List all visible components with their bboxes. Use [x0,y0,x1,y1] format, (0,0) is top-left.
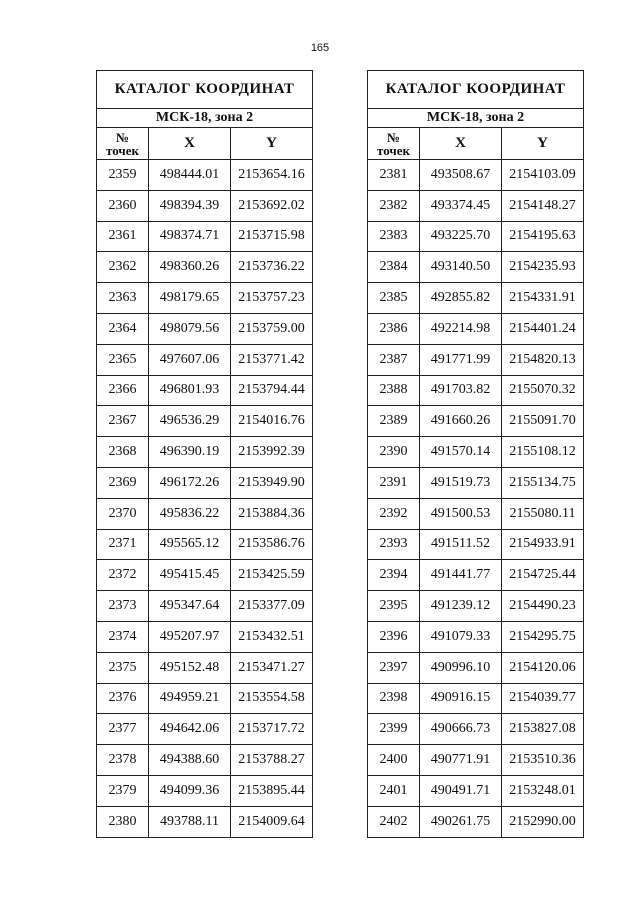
x-coordinate-cell: 490491.71 [420,775,502,806]
point-number-cell: 2390 [368,437,420,468]
point-number-cell: 2368 [97,437,149,468]
column-header-point-number [368,128,420,160]
point-number-cell: 2369 [97,467,149,498]
y-coordinate-cell: 2154016.76 [231,406,313,437]
y-coordinate-cell: 2154120.06 [502,652,584,683]
x-coordinate-cell: 496172.26 [149,467,231,498]
column-header-y: Y [502,128,584,160]
y-coordinate-cell: 2154933.91 [502,529,584,560]
table-row [368,560,584,591]
x-coordinate-cell: 498179.65 [149,283,231,314]
table-row [368,437,584,468]
table-row [368,498,584,529]
table-row [97,467,313,498]
y-coordinate-cell: 2154039.77 [502,683,584,714]
x-coordinate-cell: 490996.10 [420,652,502,683]
y-coordinate-cell: 2155070.32 [502,375,584,406]
x-coordinate-cell: 496536.29 [149,406,231,437]
point-number-cell: 2377 [97,714,149,745]
y-coordinate-cell: 2153554.58 [231,683,313,714]
point-number-cell: 2361 [97,221,149,252]
table-row [368,591,584,622]
x-coordinate-cell: 494099.36 [149,775,231,806]
point-number-cell: 2373 [97,591,149,622]
x-coordinate-cell: 495152.48 [149,652,231,683]
x-coordinate-cell: 491703.82 [420,375,502,406]
x-coordinate-cell: 495836.22 [149,498,231,529]
column-header-x: X [420,128,502,160]
point-number-label: точек [377,142,410,158]
table-title: КАТАЛОГ КООРДИНАТ [368,71,584,109]
y-coordinate-cell: 2153471.27 [231,652,313,683]
point-number-cell: 2370 [97,498,149,529]
table-row [368,344,584,375]
y-coordinate-cell: 2154725.44 [502,560,584,591]
point-number-cell: 2388 [368,375,420,406]
y-coordinate-cell: 2154148.27 [502,190,584,221]
point-number-cell: 2402 [368,806,420,837]
y-coordinate-cell: 2153377.09 [231,591,313,622]
x-coordinate-cell: 496801.93 [149,375,231,406]
y-coordinate-cell: 2153432.51 [231,621,313,652]
y-coordinate-cell: 2154103.09 [502,160,584,191]
point-number-cell: 2374 [97,621,149,652]
point-number-cell: 2372 [97,560,149,591]
table-row [97,406,313,437]
point-number-cell: 2364 [97,313,149,344]
y-coordinate-cell: 2153827.08 [502,714,584,745]
column-header-x: X [149,128,231,160]
x-coordinate-cell: 491771.99 [420,344,502,375]
table-subtitle: МСК-18, зона 2 [97,109,313,128]
column-header-y: Y [231,128,313,160]
y-coordinate-cell: 2154490.23 [502,591,584,622]
point-number-cell: 2381 [368,160,420,191]
point-number-symbol: № [115,129,130,145]
x-coordinate-cell: 497607.06 [149,344,231,375]
table-body [97,160,313,838]
x-coordinate-cell: 495207.97 [149,621,231,652]
point-number-cell: 2398 [368,683,420,714]
y-coordinate-cell: 2153895.44 [231,775,313,806]
point-number-cell: 2376 [97,683,149,714]
x-coordinate-cell: 491511.52 [420,529,502,560]
x-coordinate-cell: 496390.19 [149,437,231,468]
point-number-cell: 2365 [97,344,149,375]
y-coordinate-cell: 2154295.75 [502,621,584,652]
point-number-cell: 2383 [368,221,420,252]
table-row [368,406,584,437]
y-coordinate-cell: 2153949.90 [231,467,313,498]
y-coordinate-cell: 2153654.16 [231,160,313,191]
table-row [97,283,313,314]
x-coordinate-cell: 492214.98 [420,313,502,344]
point-number-cell: 2371 [97,529,149,560]
y-coordinate-cell: 2153788.27 [231,745,313,776]
coordinate-table-right [367,70,584,838]
point-number-cell: 2387 [368,344,420,375]
x-coordinate-cell: 491660.26 [420,406,502,437]
y-coordinate-cell: 2153717.72 [231,714,313,745]
y-coordinate-cell: 2154331.91 [502,283,584,314]
point-number-cell: 2397 [368,652,420,683]
x-coordinate-cell: 495347.64 [149,591,231,622]
x-coordinate-cell: 495415.45 [149,560,231,591]
x-coordinate-cell: 493788.11 [149,806,231,837]
x-coordinate-cell: 490261.75 [420,806,502,837]
y-coordinate-cell: 2153884.36 [231,498,313,529]
table-row [97,714,313,745]
y-coordinate-cell: 2153692.02 [231,190,313,221]
table-row [368,683,584,714]
x-coordinate-cell: 493140.50 [420,252,502,283]
point-number-cell: 2360 [97,190,149,221]
x-coordinate-cell: 492855.82 [420,283,502,314]
column-header-point-number [97,128,149,160]
table-row [368,313,584,344]
table-body [368,160,584,838]
point-number-cell: 2395 [368,591,420,622]
point-number-cell: 2366 [97,375,149,406]
y-coordinate-cell: 2153736.22 [231,252,313,283]
point-number-symbol: № [386,129,401,145]
point-number-cell: 2396 [368,621,420,652]
y-coordinate-cell: 2155080.11 [502,498,584,529]
x-coordinate-cell: 494388.60 [149,745,231,776]
y-coordinate-cell: 2153757.23 [231,283,313,314]
table-row [368,252,584,283]
point-number-cell: 2400 [368,745,420,776]
table-row [368,529,584,560]
table-row [368,190,584,221]
x-coordinate-cell: 490666.73 [420,714,502,745]
point-number-cell: 2362 [97,252,149,283]
y-coordinate-cell: 2153248.01 [502,775,584,806]
x-coordinate-cell: 498360.26 [149,252,231,283]
y-coordinate-cell: 2154235.93 [502,252,584,283]
point-number-cell: 2384 [368,252,420,283]
y-coordinate-cell: 2153586.76 [231,529,313,560]
y-coordinate-cell: 2155091.70 [502,406,584,437]
point-number-cell: 2389 [368,406,420,437]
point-number-cell: 2401 [368,775,420,806]
x-coordinate-cell: 493508.67 [420,160,502,191]
x-coordinate-cell: 491570.14 [420,437,502,468]
table-row [368,806,584,837]
table-row [97,621,313,652]
x-coordinate-cell: 498079.56 [149,313,231,344]
table-row [97,160,313,191]
x-coordinate-cell: 493374.45 [420,190,502,221]
table-row [97,560,313,591]
y-coordinate-cell: 2153992.39 [231,437,313,468]
x-coordinate-cell: 491500.53 [420,498,502,529]
table-row [97,652,313,683]
table-row [97,437,313,468]
point-number-cell: 2380 [97,806,149,837]
table-row [368,375,584,406]
table-row [368,467,584,498]
table-row [97,498,313,529]
y-coordinate-cell: 2153510.36 [502,745,584,776]
table-row [97,252,313,283]
table-row [97,683,313,714]
table-row [97,775,313,806]
x-coordinate-cell: 491239.12 [420,591,502,622]
point-number-cell: 2382 [368,190,420,221]
table-row [368,221,584,252]
point-number-cell: 2359 [97,160,149,191]
table-row [97,375,313,406]
point-number-cell: 2386 [368,313,420,344]
table-row [368,621,584,652]
table-title: КАТАЛОГ КООРДИНАТ [97,71,313,109]
y-coordinate-cell: 2152990.00 [502,806,584,837]
y-coordinate-cell: 2153771.42 [231,344,313,375]
y-coordinate-cell: 2154820.13 [502,344,584,375]
table-row [97,806,313,837]
point-number-label: точек [106,142,139,158]
x-coordinate-cell: 490916.15 [420,683,502,714]
point-number-cell: 2379 [97,775,149,806]
x-coordinate-cell: 491519.73 [420,467,502,498]
point-number-cell: 2375 [97,652,149,683]
point-number-cell: 2393 [368,529,420,560]
point-number-cell: 2394 [368,560,420,591]
y-coordinate-cell: 2154009.64 [231,806,313,837]
table-row [368,745,584,776]
x-coordinate-cell: 498444.01 [149,160,231,191]
table-row [97,313,313,344]
point-number-cell: 2363 [97,283,149,314]
point-number-cell: 2399 [368,714,420,745]
y-coordinate-cell: 2153759.00 [231,313,313,344]
table-row [97,745,313,776]
table-subtitle: МСК-18, зона 2 [368,109,584,128]
y-coordinate-cell: 2154195.63 [502,221,584,252]
point-number-cell: 2378 [97,745,149,776]
y-coordinate-cell: 2155134.75 [502,467,584,498]
table-row [368,775,584,806]
table-row [368,714,584,745]
x-coordinate-cell: 494642.06 [149,714,231,745]
table-row [368,283,584,314]
x-coordinate-cell: 498394.39 [149,190,231,221]
y-coordinate-cell: 2155108.12 [502,437,584,468]
x-coordinate-cell: 491079.33 [420,621,502,652]
x-coordinate-cell: 495565.12 [149,529,231,560]
point-number-cell: 2367 [97,406,149,437]
y-coordinate-cell: 2153715.98 [231,221,313,252]
x-coordinate-cell: 494959.21 [149,683,231,714]
x-coordinate-cell: 493225.70 [420,221,502,252]
table-row [97,221,313,252]
x-coordinate-cell: 491441.77 [420,560,502,591]
table-row [368,160,584,191]
table-row [97,591,313,622]
table-row [97,529,313,560]
x-coordinate-cell: 498374.71 [149,221,231,252]
coordinate-table-left [96,70,313,838]
table-row [368,652,584,683]
point-number-cell: 2391 [368,467,420,498]
y-coordinate-cell: 2154401.24 [502,313,584,344]
x-coordinate-cell: 490771.91 [420,745,502,776]
table-row [97,344,313,375]
point-number-cell: 2392 [368,498,420,529]
page-number: 165 [310,42,330,54]
table-row [97,190,313,221]
y-coordinate-cell: 2153794.44 [231,375,313,406]
y-coordinate-cell: 2153425.59 [231,560,313,591]
point-number-cell: 2385 [368,283,420,314]
